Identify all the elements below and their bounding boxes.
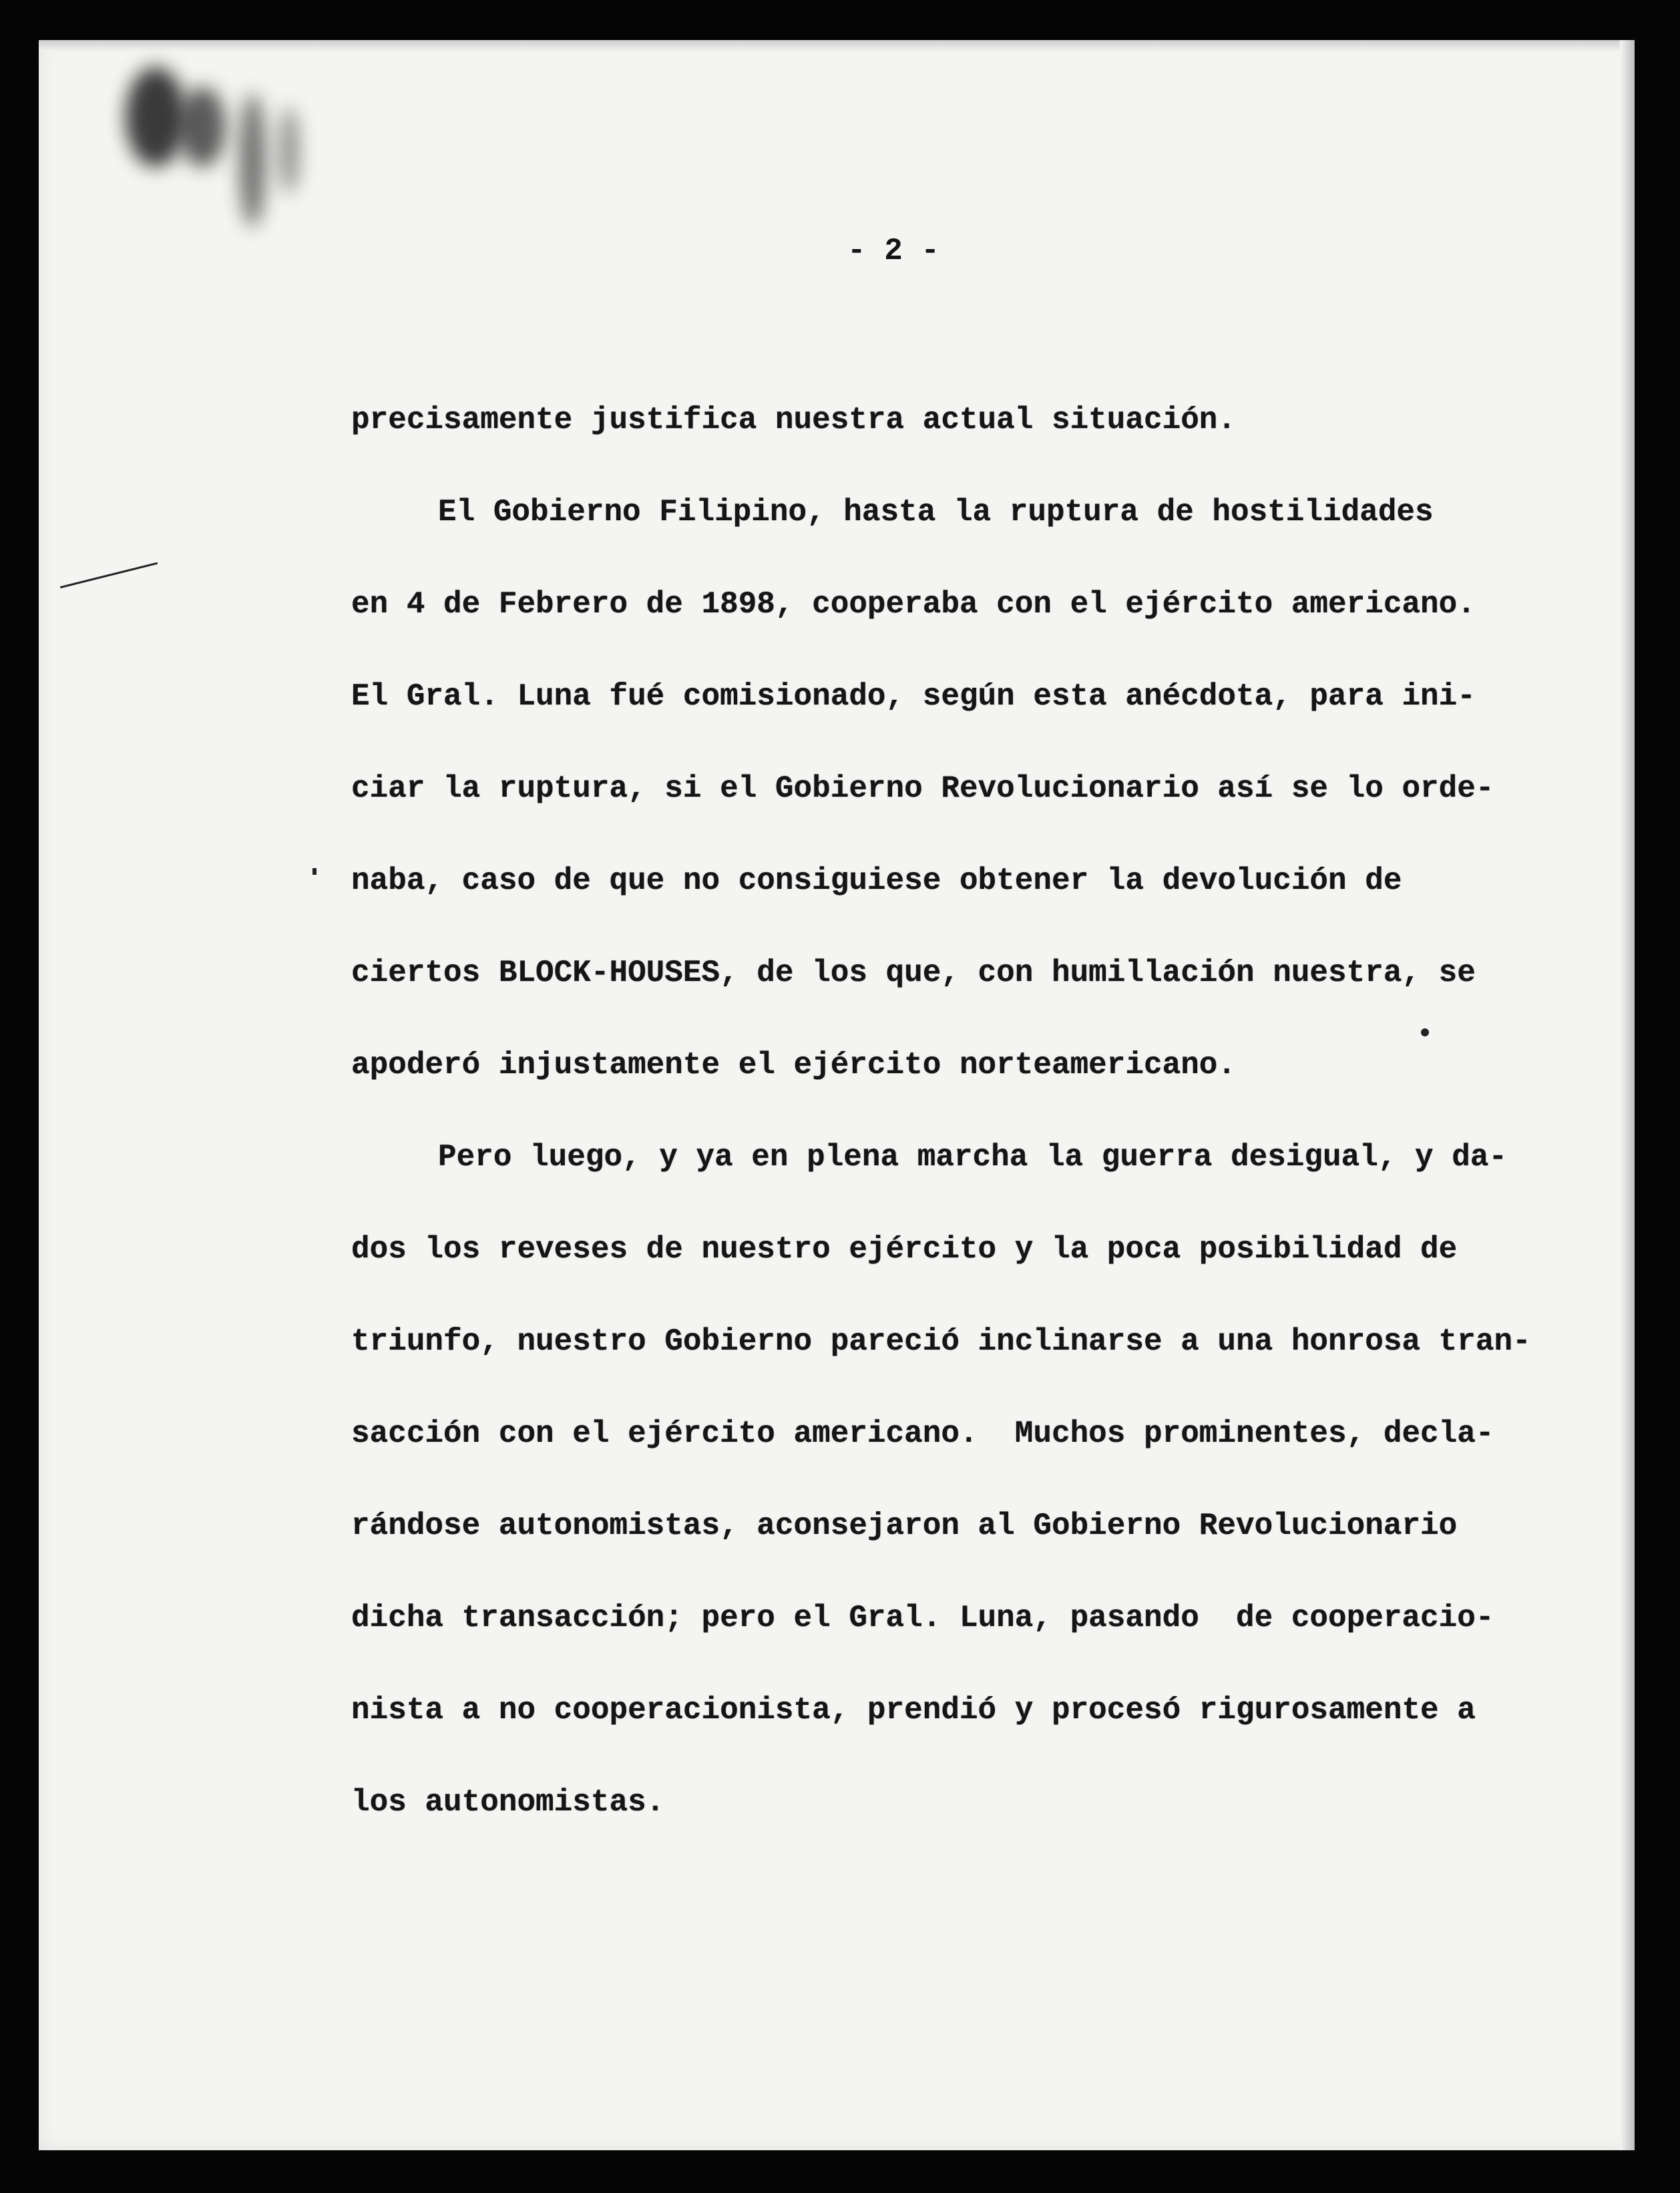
text-line: El Gobierno Filipino, hasta la ruptura de hostilidades (438, 495, 1434, 530)
text-line: ciertos BLOCK-HOUSES, de los que, con humillación nuestra, se (351, 956, 1476, 990)
ink-smudge (239, 93, 266, 227)
stray-pen-mark (60, 562, 158, 588)
document-body (351, 374, 1531, 1848)
text-line: en 4 de Febrero de 1898, cooperaba con el ejército americano. (351, 587, 1476, 622)
page-edge-right (1620, 40, 1635, 2150)
page-number: - 2 - (847, 234, 940, 268)
ink-smudge (279, 107, 299, 194)
text-line: El Gral. Luna fué comisionado, según esta anécdota, para ini- (351, 679, 1476, 714)
document-page (39, 40, 1635, 2150)
text-line: Pero luego, y ya en plena marcha la guerra desigual, y da- (438, 1140, 1508, 1175)
text-line: precisamente justifica nuestra actual situación. (351, 403, 1237, 437)
ink-smudge (179, 87, 226, 167)
text-line: triunfo, nuestro Gobierno pareció inclinarse a una honrosa tran- (351, 1324, 1531, 1359)
ink-smudge (126, 67, 186, 167)
text-line: los autonomistas. (351, 1785, 665, 1820)
text-line: naba, caso de que no consiguiese obtener la devolución de (351, 863, 1402, 898)
text-line: dos los reveses de nuestro ejército y la poca posibilidad de (351, 1232, 1458, 1267)
text-line: ciar la ruptura, si el Gobierno Revolucionario así se lo orde- (351, 771, 1494, 806)
text-line: dicha transacción; pero el Gral. Luna, pasando de cooperacio- (351, 1601, 1494, 1635)
text-line: apoderó injustamente el ejército norteamericano. (351, 1048, 1237, 1082)
page-edge-top (39, 40, 1635, 52)
text-line: rándose autonomistas, aconsejaron al Gobierno Revolucionario (351, 1509, 1458, 1543)
text-line: sacción con el ejército americano. Muchos prominentes, decla- (351, 1416, 1494, 1451)
text-line: nista a no cooperacionista, prendió y procesó rigurosamente a (351, 1693, 1476, 1728)
stray-dot (312, 868, 317, 875)
